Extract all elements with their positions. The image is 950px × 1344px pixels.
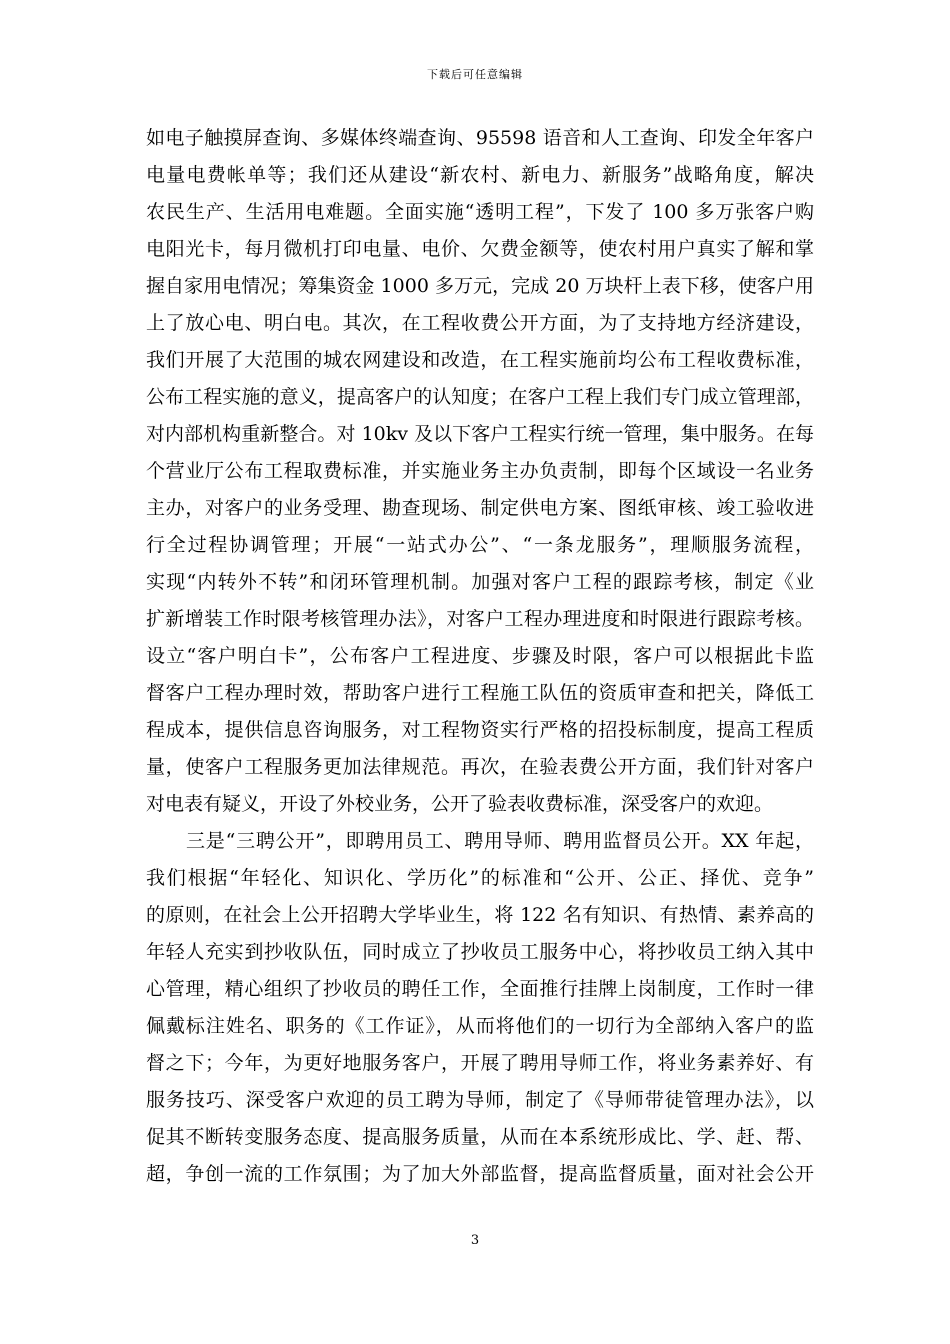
text-line: 行全过程协调管理；开展“一站式办公”、“一条龙服务”，理顺服务流程， [146,534,814,556]
text-line: 三是“三聘公开”，即聘用员工、聘用导师、聘用监督员公开。XX 年起， [186,830,814,852]
page-header: 下载后可任意编辑 [427,68,523,81]
document-body [146,120,814,1193]
text-line: 督之下；今年，为更好地服务客户，开展了聘用导师工作，将业务素养好、有 [146,1052,814,1074]
text-line: 我们根据“年轻化、知识化、学历化”的标准和“公开、公正、择优、竞争” [146,867,814,889]
text-line: 公布工程实施的意义，提高客户的认知度；在客户工程上我们专门成立管理部， [146,386,814,408]
text-line: 量，使客户工程服务更加法律规范。再次，在验表费公开方面，我们针对客户 [146,756,814,778]
text-line: 电阳光卡，每月微机打印电量、电价、欠费金额等，使农村用户真实了解和掌 [146,238,814,260]
paragraph [146,823,814,1193]
text-line: 设立“客户明白卡”，公布客户工程进度、步骤及时限，客户可以根据此卡监 [146,645,814,667]
text-line: 如电子触摸屏查询、多媒体终端查询、95598 语音和人工查询、印发全年客户 [146,127,814,149]
text-line: 对电表有疑义，开设了外校业务，公开了验表收费标准，深受客户的欢迎。 [146,793,774,815]
text-line: 佩戴标注姓名、职务的《工作证》，从而将他们的一切行为全部纳入客户的监 [146,1015,814,1037]
text-line: 对内部机构重新整合。对 10kv 及以下客户工程实行统一管理，集中服务。在每 [146,423,814,445]
text-line: 扩新增装工作时限考核管理办法》，对客户工程办理进度和时限进行跟踪考核。 [146,608,814,630]
text-line: 促其不断转变服务态度、提高服务质量，从而在本系统形成比、学、赶、帮、 [146,1126,814,1148]
page-number: 3 [470,1233,480,1248]
text-line: 我们开展了大范围的城农网建设和改造，在工程实施前均公布工程收费标准， [146,349,814,371]
text-line: 年轻人充实到抄收队伍，同时成立了抄收员工服务中心，将抄收员工纳入其中 [146,941,814,963]
text-line: 超，争创一流的工作氛围；为了加大外部监督，提高监督质量，面对社会公开 [146,1163,814,1185]
text-line: 电量电费帐单等；我们还从建设“新农村、新电力、新服务”战略角度，解决 [146,164,814,186]
paragraph [146,120,814,823]
text-line: 握自家用电情况；筹集资金 1000 多万元，完成 20 万块杆上表下移，使客户用 [146,275,814,297]
text-line: 服务技巧、深受客户欢迎的员工聘为导师，制定了《导师带徒管理办法》，以 [146,1089,814,1111]
text-line: 程成本，提供信息咨询服务，对工程物资实行严格的招投标制度，提高工程质 [146,719,814,741]
text-line: 农民生产、生活用电难题。全面实施“透明工程”，下发了 100 多万张客户购 [146,201,814,223]
text-line: 心管理，精心组织了抄收员的聘任工作，全面推行挂牌上岗制度，工作时一律 [146,978,814,1000]
text-line: 主办，对客户的业务受理、勘查现场、制定供电方案、图纸审核、竣工验收进 [146,497,814,519]
text-line: 上了放心电、明白电。其次，在工程收费公开方面，为了支持地方经济建设， [146,312,814,334]
text-line: 实现“内转外不转”和闭环管理机制。加强对客户工程的跟踪考核，制定《业 [146,571,814,593]
text-line: 的原则，在社会上公开招聘大学毕业生，将 122 名有知识、有热情、素养高的 [146,904,814,926]
text-line: 个营业厅公布工程取费标准，并实施业务主办负责制，即每个区域设一名业务 [146,460,814,482]
text-line: 督客户工程办理时效，帮助客户进行工程施工队伍的资质审查和把关，降低工 [146,682,814,704]
